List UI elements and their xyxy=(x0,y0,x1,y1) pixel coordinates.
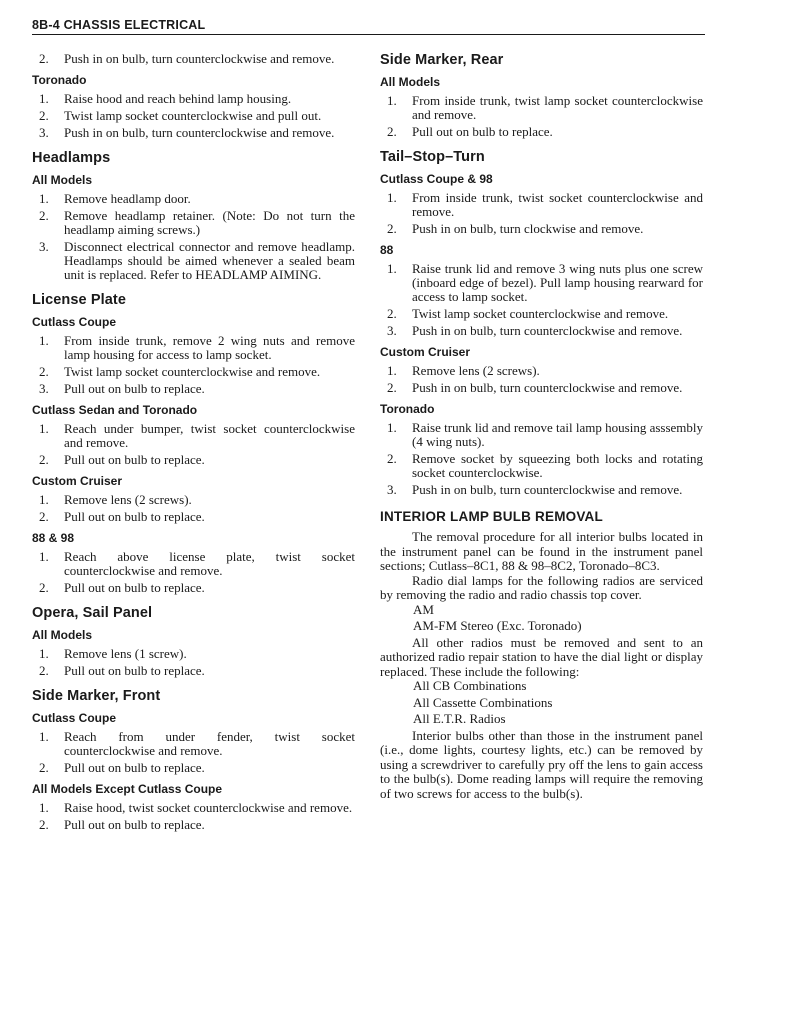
step-number: 1. xyxy=(387,420,397,435)
list-item xyxy=(32,550,355,578)
step-number: 1. xyxy=(39,492,49,507)
subheading-custom-cruiser: Custom Cruiser xyxy=(32,474,123,488)
list-item xyxy=(32,761,355,775)
step-number: 2. xyxy=(387,306,397,321)
opera-steps xyxy=(32,647,355,678)
step-number: 1. xyxy=(39,646,49,661)
tail-coupe-steps xyxy=(380,191,703,236)
step-text: Push in on bulb, turn counterclockwise and remove. xyxy=(64,125,335,140)
list-item xyxy=(380,125,703,139)
step-number: 2. xyxy=(387,451,397,466)
step-number: 2. xyxy=(387,221,397,236)
section-heading-side-marker-front: Side Marker, Front xyxy=(32,688,161,704)
list-item xyxy=(32,730,355,758)
page-header: 8B-4 CHASSIS ELECTRICAL xyxy=(32,18,705,35)
step-number: 3. xyxy=(39,239,49,254)
step-text: Twist lamp socket counterclockwise and pull out. xyxy=(64,108,322,123)
license-8898-steps xyxy=(32,550,355,595)
list-item xyxy=(32,126,355,140)
list-item xyxy=(32,818,355,832)
step-text: Remove lens (2 screws). xyxy=(64,492,192,507)
section-heading-tail-stop-turn: Tail–Stop–Turn xyxy=(380,149,485,165)
list-item xyxy=(380,94,703,122)
subheading-all-models: All Models xyxy=(380,75,441,89)
list-item xyxy=(380,364,703,378)
list-item xyxy=(380,381,703,395)
subheading-all-models: All Models xyxy=(32,173,93,187)
step-text: Remove headlamp door. xyxy=(64,191,191,206)
step-text: Raise hood and reach behind lamp housing. xyxy=(64,91,292,106)
step-text: Raise hood, twist socket counterclockwise and remove. xyxy=(64,800,353,815)
step-number: 3. xyxy=(387,323,397,338)
marker-front-except-steps xyxy=(32,801,355,832)
step-number: 2. xyxy=(39,208,49,223)
radio-item: AM xyxy=(413,601,434,617)
subheading-all-except-coupe: All Models Except Cutlass Coupe xyxy=(32,782,223,796)
step-number: 1. xyxy=(39,549,49,564)
step-number: 1. xyxy=(39,421,49,436)
step-number: 2. xyxy=(39,509,49,524)
paragraph: The removal procedure for all interior bulbs located in the instrument panel can be found in the instrument panel sections; Cutlass–8C1, 88 & 98–8C2, Toronado–8C3. xyxy=(380,529,703,573)
list-item xyxy=(380,262,703,304)
tail-88-steps xyxy=(380,262,703,338)
step-number: 2. xyxy=(39,108,49,123)
list-item xyxy=(32,92,355,106)
list-item xyxy=(32,801,355,815)
step-number: 2. xyxy=(39,760,49,775)
step-text: Raise trunk lid and remove tail lamp housing asssembly (4 wing nuts). xyxy=(412,420,704,449)
radio-item: All Cassette Combinations xyxy=(413,694,553,710)
list-item xyxy=(32,192,355,206)
list-item xyxy=(32,493,355,507)
step-text: Disconnect electrical connector and remove headlamp. Headlamps should be aimed whenever a sealed beam unit is replaced. Refer to HEADLAMP AIMING. xyxy=(64,239,355,282)
step-text: Twist lamp socket counterclockwise and remove. xyxy=(412,306,669,321)
step-text: Pull out on bulb to replace. xyxy=(64,817,205,832)
section-heading-interior-lamp: INTERIOR LAMP BULB REMOVAL xyxy=(380,509,603,524)
step-text: Remove socket by squeezing both locks and rotating socket counterclockwise. xyxy=(412,451,703,480)
list-item xyxy=(380,324,703,338)
list-item xyxy=(380,222,703,236)
list-item xyxy=(32,664,355,678)
step-number: 1. xyxy=(39,191,49,206)
step-text: From inside trunk, remove 2 wing nuts and remove lamp housing for access to lamp socket. xyxy=(64,333,355,362)
step-text: Raise trunk lid and remove 3 wing nuts plus one screw (inboard edge of bezel). Pull lamp housing rearward for access to lamp socket. xyxy=(412,261,703,304)
list-item xyxy=(380,307,703,321)
step-text: Reach from under fender, twist socket counterclockwise and remove. xyxy=(64,729,355,758)
paragraph: Radio dial lamps for the following radios are serviced by removing the radio and radio chassis top cover. xyxy=(380,572,703,602)
step-number: 1. xyxy=(387,363,397,378)
section-heading-license-plate: License Plate xyxy=(32,292,126,308)
list-item xyxy=(32,453,355,467)
step-number: 1. xyxy=(387,190,397,205)
step-text: Remove lens (2 screws). xyxy=(412,363,540,378)
list-item xyxy=(32,209,355,237)
step-number: 1. xyxy=(39,333,49,348)
section-heading-side-marker-rear: Side Marker, Rear xyxy=(380,52,504,68)
list-item xyxy=(32,334,355,362)
license-coupe-steps xyxy=(32,334,355,396)
subheading-cutlass-sedan: Cutlass Sedan and Toronado xyxy=(32,403,198,417)
headlamps-steps xyxy=(32,192,355,282)
step-number: 1. xyxy=(387,93,397,108)
step-text: Twist lamp socket counterclockwise and remove. xyxy=(64,364,321,379)
step-text: From inside trunk, twist lamp socket counterclockwise and remove. xyxy=(412,93,703,122)
list-item: 2. Push in on bulb, turn counterclockwise and remove. xyxy=(39,51,335,66)
subheading-cutlass-coupe: Cutlass Coupe xyxy=(32,315,117,329)
license-cruiser-steps xyxy=(32,493,355,524)
subheading-custom-cruiser: Custom Cruiser xyxy=(380,345,471,359)
list-item xyxy=(32,510,355,524)
subheading-toronado: Toronado xyxy=(32,73,87,87)
step-number: 3. xyxy=(39,381,49,396)
radio-item: All E.T.R. Radios xyxy=(413,711,506,726)
step-text: Pull out on bulb to replace. xyxy=(64,509,205,524)
step-number: 1. xyxy=(39,91,49,106)
subheading-88: 88 xyxy=(380,243,394,257)
list-item xyxy=(380,452,703,480)
toronado-steps xyxy=(32,92,355,140)
step-text: Pull out on bulb to replace. xyxy=(64,580,205,595)
step-text: Remove lens (1 screw). xyxy=(64,646,187,661)
list-item xyxy=(380,191,703,219)
step-text: Push in on bulb, turn counterclockwise and remove. xyxy=(412,323,683,338)
right-column xyxy=(380,52,703,801)
marker-front-coupe-steps xyxy=(32,730,355,775)
list-item xyxy=(32,240,355,282)
list-item xyxy=(32,382,355,396)
step-text: Remove headlamp retainer. (Note: Do not turn the headlamp aiming screws.) xyxy=(64,208,355,237)
subheading-cutlass-coupe-98: Cutlass Coupe & 98 xyxy=(380,172,493,186)
step-number: 1. xyxy=(387,261,397,276)
paragraph: Interior bulbs other than those in the instrument panel (i.e., dome lights, courtesy lights, etc.) can be removed by using a screwdriver to carefully pry off the lens to gain access to the bulb(s). Dome reading lamps will require the removing of two screws for access to the bulb(s). xyxy=(380,727,703,801)
step-text: Pull out on bulb to replace. xyxy=(412,124,553,139)
intro-steps xyxy=(32,52,355,66)
radio-item: All CB Combinations xyxy=(413,678,527,693)
step-text: Push in on bulb, turn counterclockwise and remove. xyxy=(412,482,683,497)
step-text: Reach under bumper, twist socket counterclockwise and remove. xyxy=(64,421,355,450)
left-column xyxy=(32,52,355,835)
step-number: 1. xyxy=(39,729,49,744)
step-number: 3. xyxy=(387,482,397,497)
step-number: 2. xyxy=(39,452,49,467)
step-text: Reach above license plate, twist socket counterclockwise and remove. xyxy=(64,549,355,578)
subheading-all-models: All Models xyxy=(32,628,93,642)
tail-toronado-steps xyxy=(380,421,703,497)
step-number: 2. xyxy=(39,364,49,379)
list-item xyxy=(32,422,355,450)
license-sedan-steps xyxy=(32,422,355,467)
list-item xyxy=(380,421,703,449)
subheading-88-98: 88 & 98 xyxy=(32,531,75,545)
section-heading-headlamps: Headlamps xyxy=(32,150,111,166)
marker-rear-steps xyxy=(380,94,703,139)
step-text: From inside trunk, twist socket counterclockwise and remove. xyxy=(412,190,703,219)
step-number: 2. xyxy=(39,663,49,678)
step-number: 2. xyxy=(39,580,49,595)
step-text: Pull out on bulb to replace. xyxy=(64,663,205,678)
step-text: Pull out on bulb to replace. xyxy=(64,381,205,396)
paragraph: All other radios must be removed and sent to an authorized radio repair station to have the dial light or display replaced. These include the following: xyxy=(380,634,703,679)
section-heading-opera-sail-panel: Opera, Sail Panel xyxy=(32,605,153,621)
step-text: Pull out on bulb to replace. xyxy=(64,452,205,467)
subheading-cutlass-coupe: Cutlass Coupe xyxy=(32,711,117,725)
radio-item: AM-FM Stereo (Exc. Toronado) xyxy=(413,618,582,633)
step-number: 3. xyxy=(39,125,49,140)
subheading-toronado: Toronado xyxy=(380,402,435,416)
step-text: Pull out on bulb to replace. xyxy=(64,760,205,775)
list-item xyxy=(380,483,703,497)
list-item xyxy=(32,647,355,661)
step-number: 2. xyxy=(387,380,397,395)
step-number: 1. xyxy=(39,800,49,815)
step-text: Push in on bulb, turn clockwise and remove. xyxy=(412,221,644,236)
list-item xyxy=(32,365,355,379)
list-item xyxy=(32,109,355,123)
tail-cruiser-steps xyxy=(380,364,703,395)
step-text: Push in on bulb, turn counterclockwise and remove. xyxy=(412,380,683,395)
step-number: 2. xyxy=(39,817,49,832)
list-item xyxy=(32,581,355,595)
step-number: 2. xyxy=(387,124,397,139)
